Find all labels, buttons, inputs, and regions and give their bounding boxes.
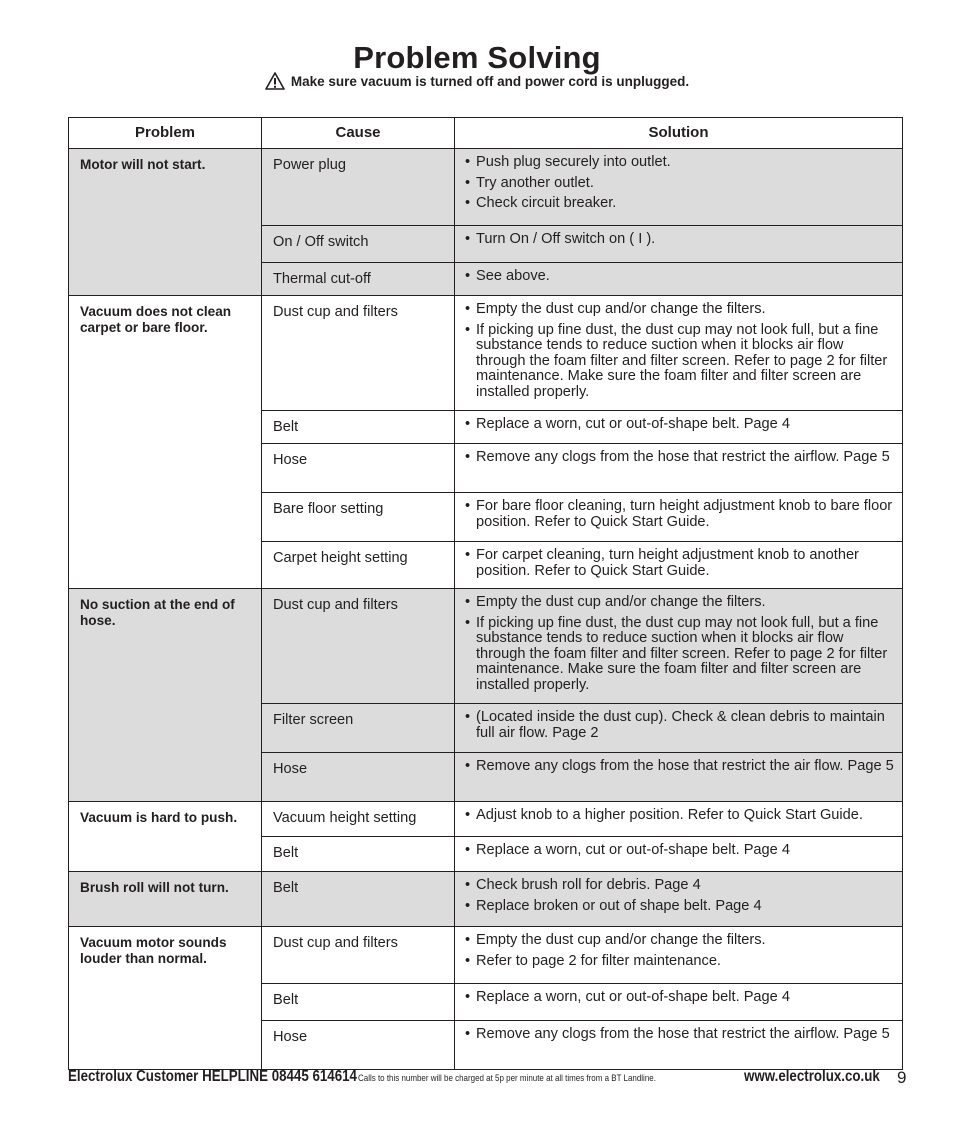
solution-item bbox=[465, 933, 896, 949]
bullet-icon: • bbox=[465, 897, 471, 914]
bullet-icon: • bbox=[465, 154, 471, 170]
problem-cell: Vacuum motor sounds louder than normal. bbox=[69, 927, 262, 1070]
solution-cell bbox=[455, 226, 903, 263]
cause-cell: Filter screen bbox=[262, 704, 455, 753]
solution-item bbox=[465, 595, 896, 611]
solution-item bbox=[465, 302, 896, 318]
solution-item bbox=[465, 878, 896, 894]
solution-cell bbox=[455, 411, 903, 444]
solution-text: Empty the dust cup and/or change the filters. bbox=[476, 301, 766, 317]
warning-triangle-icon bbox=[265, 72, 285, 90]
solution-cell bbox=[455, 984, 903, 1021]
solution-text: See above. bbox=[476, 268, 550, 284]
solution-item bbox=[465, 710, 896, 741]
solution-cell bbox=[455, 263, 903, 296]
problem-cell: No suction at the end of hose. bbox=[69, 589, 262, 802]
website-link[interactable]: www.electrolux.co.uk bbox=[744, 1068, 880, 1085]
bullet-icon: • bbox=[465, 709, 471, 725]
solution-item bbox=[465, 808, 896, 824]
solution-item bbox=[465, 499, 896, 530]
cause-cell: Belt bbox=[262, 984, 455, 1021]
solution-text: Remove any clogs from the hose that restrict the airflow. Page 5 bbox=[476, 1026, 890, 1042]
table-row bbox=[69, 149, 903, 226]
cause-cell: Belt bbox=[262, 837, 455, 872]
solution-item bbox=[465, 990, 896, 1006]
problem-cell: Vacuum does not clean carpet or bare floor. bbox=[69, 296, 262, 589]
page-footer bbox=[68, 1068, 913, 1086]
solution-cell bbox=[455, 802, 903, 837]
solution-item bbox=[465, 899, 896, 915]
bullet-icon: • bbox=[465, 416, 471, 432]
cause-cell: Hose bbox=[262, 1021, 455, 1070]
solution-cell bbox=[455, 149, 903, 226]
solution-cell bbox=[455, 704, 903, 753]
solution-cell bbox=[455, 837, 903, 872]
bullet-icon: • bbox=[465, 195, 471, 211]
bullet-icon: • bbox=[465, 301, 471, 317]
solution-text: Check circuit breaker. bbox=[476, 195, 617, 211]
solution-item bbox=[465, 417, 896, 433]
cause-cell: Belt bbox=[262, 411, 455, 444]
solution-text: Refer to page 2 for filter maintenance. bbox=[476, 952, 721, 969]
bullet-icon: • bbox=[465, 932, 471, 948]
solution-cell bbox=[455, 296, 903, 411]
header-cause: Cause bbox=[262, 118, 455, 149]
problem-cell: Brush roll will not turn. bbox=[69, 872, 262, 927]
page-title: Problem Solving bbox=[353, 40, 601, 75]
solution-text: Check brush roll for debris. Page 4 bbox=[476, 877, 701, 893]
bullet-icon: • bbox=[465, 952, 471, 969]
cause-cell: Hose bbox=[262, 753, 455, 802]
solution-text: Remove any clogs from the hose that restrict the air flow. Page 5 bbox=[476, 758, 894, 774]
warning-note bbox=[0, 72, 954, 90]
solution-text: Push plug securely into outlet. bbox=[476, 154, 671, 170]
cause-cell: Dust cup and filters bbox=[262, 589, 455, 704]
bullet-icon: • bbox=[465, 842, 471, 858]
solution-text: Remove any clogs from the hose that restrict the airflow. Page 5 bbox=[476, 449, 890, 465]
bullet-icon: • bbox=[465, 174, 471, 191]
solution-item bbox=[465, 450, 896, 466]
cause-cell: Bare floor setting bbox=[262, 493, 455, 542]
cause-cell: Power plug bbox=[262, 149, 455, 226]
solution-text: Replace broken or out of shape belt. Page 4 bbox=[476, 897, 762, 914]
solution-text: Turn On / Off switch on ( I ). bbox=[476, 231, 656, 247]
solution-text: Try another outlet. bbox=[476, 174, 594, 191]
solution-item bbox=[465, 196, 896, 212]
page-number: 9 bbox=[897, 1068, 907, 1087]
bullet-icon: • bbox=[465, 1026, 471, 1042]
solution-cell bbox=[455, 753, 903, 802]
solution-item bbox=[465, 155, 896, 171]
table-row bbox=[69, 872, 903, 927]
solution-text: For bare floor cleaning, turn height adjustment knob to bare floor position. Refer to Quick Start Guide. bbox=[476, 498, 893, 530]
solution-cell bbox=[455, 589, 903, 704]
table-header-row bbox=[69, 118, 903, 149]
solution-cell bbox=[455, 927, 903, 984]
cause-cell: Dust cup and filters bbox=[262, 927, 455, 984]
solution-cell bbox=[455, 493, 903, 542]
solution-cell bbox=[455, 444, 903, 493]
call-charge-note: Calls to this number will be charged at 5p per minute at all times from a BT Landline. bbox=[358, 1073, 656, 1084]
solution-cell bbox=[455, 1021, 903, 1070]
solution-item bbox=[465, 176, 896, 192]
bullet-icon: • bbox=[465, 758, 471, 774]
bullet-icon: • bbox=[465, 268, 471, 284]
solution-item bbox=[465, 232, 896, 248]
table-row bbox=[69, 589, 903, 704]
cause-cell: On / Off switch bbox=[262, 226, 455, 263]
bullet-icon: • bbox=[465, 547, 471, 563]
solution-text: For carpet cleaning, turn height adjustment knob to another position. Refer to Quick Start Guide. bbox=[476, 547, 859, 579]
cause-cell: Thermal cut-off bbox=[262, 263, 455, 296]
header-solution: Solution bbox=[455, 118, 903, 149]
solution-item bbox=[465, 843, 896, 859]
solution-text: Replace a worn, cut or out-of-shape belt. Page 4 bbox=[476, 989, 790, 1005]
solution-item bbox=[465, 548, 896, 579]
solution-text: Empty the dust cup and/or change the filters. bbox=[476, 594, 766, 610]
solution-item bbox=[465, 323, 896, 401]
bullet-icon: • bbox=[465, 807, 471, 823]
solution-cell bbox=[455, 542, 903, 589]
cause-cell: Dust cup and filters bbox=[262, 296, 455, 411]
bullet-icon: • bbox=[465, 449, 471, 465]
cause-cell: Belt bbox=[262, 872, 455, 927]
solution-item bbox=[465, 269, 896, 285]
problem-solving-table bbox=[68, 117, 903, 1070]
solution-text: Replace a worn, cut or out-of-shape belt. Page 4 bbox=[476, 416, 790, 432]
table-row bbox=[69, 296, 903, 411]
bullet-icon: • bbox=[465, 989, 471, 1005]
solution-text: If picking up fine dust, the dust cup may not look full, but a fine substance tends to reduce suction when it blocks air flow through the foam filter and filter screen. Refer to page 2 for filter maintenance. Make sure the foam filter and filter screen are installed properly. bbox=[476, 321, 888, 400]
helpline-text: Electrolux Customer HELPLINE 08445 614614 bbox=[68, 1068, 357, 1085]
problem-cell: Motor will not start. bbox=[69, 149, 262, 296]
solution-text: If picking up fine dust, the dust cup may not look full, but a fine substance tends to reduce suction when it blocks air flow through the foam filter and filter screen. Refer to page 2 for filter maintenance. Make sure the foam filter and filter screen are installed properly. bbox=[476, 614, 888, 693]
warning-text: Make sure vacuum is turned off and power cord is unplugged. bbox=[290, 73, 690, 89]
table-body bbox=[69, 149, 903, 1070]
bullet-icon: • bbox=[465, 231, 471, 247]
cause-cell: Hose bbox=[262, 444, 455, 493]
solution-text: Empty the dust cup and/or change the filters. bbox=[476, 932, 766, 948]
bullet-icon: • bbox=[465, 877, 471, 893]
problem-cell: Vacuum is hard to push. bbox=[69, 802, 262, 872]
solution-item bbox=[465, 759, 896, 775]
solution-cell bbox=[455, 872, 903, 927]
bullet-icon: • bbox=[465, 321, 471, 338]
bullet-icon: • bbox=[465, 614, 471, 631]
cause-cell: Carpet height setting bbox=[262, 542, 455, 589]
cause-cell: Vacuum height setting bbox=[262, 802, 455, 837]
solution-text: Adjust knob to a higher position. Refer to Quick Start Guide. bbox=[476, 807, 863, 823]
solution-text: (Located inside the dust cup). Check & clean debris to maintain full air flow. Page 2 bbox=[476, 709, 885, 741]
solution-item bbox=[465, 616, 896, 694]
bullet-icon: • bbox=[465, 498, 471, 514]
solution-item bbox=[465, 1027, 896, 1043]
table-row bbox=[69, 927, 903, 984]
solution-text: Replace a worn, cut or out-of-shape belt. Page 4 bbox=[476, 842, 790, 858]
solution-item bbox=[465, 954, 896, 970]
table-row bbox=[69, 802, 903, 837]
bullet-icon: • bbox=[465, 594, 471, 610]
header-problem: Problem bbox=[69, 118, 262, 149]
